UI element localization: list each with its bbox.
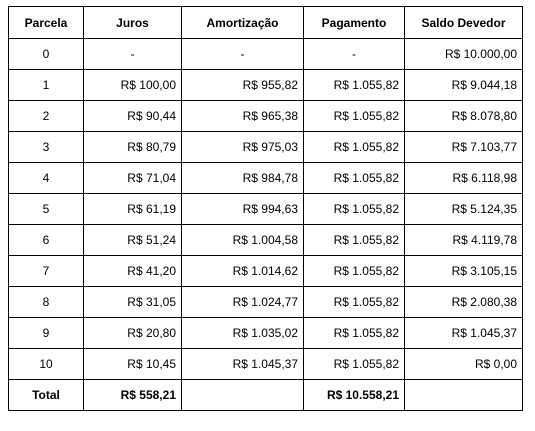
- total-saldo-devedor: [405, 380, 523, 411]
- cell-pagamento: R$ 1.055,82: [304, 70, 405, 101]
- cell-amortizacao: R$ 994,63: [182, 194, 304, 225]
- cell-pagamento: R$ 1.055,82: [304, 101, 405, 132]
- cell-parcela: 5: [9, 194, 84, 225]
- cell-pagamento: R$ 1.055,82: [304, 287, 405, 318]
- cell-parcela: 2: [9, 101, 84, 132]
- header-amortizacao: Amortização: [182, 7, 304, 39]
- cell-juros: R$ 61,19: [84, 194, 182, 225]
- cell-juros: -: [84, 39, 182, 70]
- total-row: [9, 380, 523, 411]
- total-amortizacao: [182, 380, 304, 411]
- cell-parcela: 7: [9, 256, 84, 287]
- table-row: [9, 225, 523, 256]
- table-row: [9, 349, 523, 380]
- cell-juros: R$ 71,04: [84, 163, 182, 194]
- table-row: [9, 70, 523, 101]
- cell-pagamento: R$ 1.055,82: [304, 349, 405, 380]
- cell-pagamento: R$ 1.055,82: [304, 163, 405, 194]
- cell-parcela: 6: [9, 225, 84, 256]
- total-pagamento: R$ 10.558,21: [304, 380, 405, 411]
- cell-saldo-devedor: R$ 2.080,38: [405, 287, 523, 318]
- cell-amortizacao: R$ 975,03: [182, 132, 304, 163]
- cell-parcela: 3: [9, 132, 84, 163]
- cell-pagamento: R$ 1.055,82: [304, 256, 405, 287]
- table-row: [9, 163, 523, 194]
- cell-parcela: 9: [9, 318, 84, 349]
- table-header-row: [9, 7, 523, 39]
- cell-parcela: 10: [9, 349, 84, 380]
- cell-amortizacao: R$ 984,78: [182, 163, 304, 194]
- cell-pagamento: -: [304, 39, 405, 70]
- cell-amortizacao: R$ 955,82: [182, 70, 304, 101]
- cell-saldo-devedor: R$ 10.000,00: [405, 39, 523, 70]
- total-juros: R$ 558,21: [84, 380, 182, 411]
- cell-amortizacao: R$ 1.035,02: [182, 318, 304, 349]
- cell-amortizacao: R$ 965,38: [182, 101, 304, 132]
- table-row: [9, 39, 523, 70]
- cell-amortizacao: R$ 1.024,77: [182, 287, 304, 318]
- cell-amortizacao: R$ 1.014,62: [182, 256, 304, 287]
- cell-saldo-devedor: R$ 6.118,98: [405, 163, 523, 194]
- cell-juros: R$ 41,20: [84, 256, 182, 287]
- cell-juros: R$ 51,24: [84, 225, 182, 256]
- header-saldo-devedor: Saldo Devedor: [405, 7, 523, 39]
- cell-juros: R$ 10,45: [84, 349, 182, 380]
- cell-saldo-devedor: R$ 4.119,78: [405, 225, 523, 256]
- header-parcela: Parcela: [9, 7, 84, 39]
- cell-juros: R$ 20,80: [84, 318, 182, 349]
- header-pagamento: Pagamento: [304, 7, 405, 39]
- cell-saldo-devedor: R$ 1.045,37: [405, 318, 523, 349]
- cell-parcela: 8: [9, 287, 84, 318]
- cell-saldo-devedor: R$ 3.105,15: [405, 256, 523, 287]
- cell-pagamento: R$ 1.055,82: [304, 225, 405, 256]
- table-row: [9, 132, 523, 163]
- table-row: [9, 194, 523, 225]
- cell-parcela: 4: [9, 163, 84, 194]
- total-label: Total: [9, 380, 84, 411]
- cell-saldo-devedor: R$ 7.103,77: [405, 132, 523, 163]
- cell-parcela: 1: [9, 70, 84, 101]
- cell-amortizacao: R$ 1.004,58: [182, 225, 304, 256]
- cell-amortizacao: R$ 1.045,37: [182, 349, 304, 380]
- cell-saldo-devedor: R$ 9.044,18: [405, 70, 523, 101]
- table-row: [9, 101, 523, 132]
- cell-juros: R$ 90,44: [84, 101, 182, 132]
- cell-amortizacao: -: [182, 39, 304, 70]
- cell-pagamento: R$ 1.055,82: [304, 318, 405, 349]
- table-row: [9, 287, 523, 318]
- cell-pagamento: R$ 1.055,82: [304, 194, 405, 225]
- table-row: [9, 256, 523, 287]
- cell-pagamento: R$ 1.055,82: [304, 132, 405, 163]
- amortization-table: [8, 6, 523, 411]
- cell-saldo-devedor: R$ 0,00: [405, 349, 523, 380]
- cell-juros: R$ 31,05: [84, 287, 182, 318]
- cell-saldo-devedor: R$ 5.124,35: [405, 194, 523, 225]
- header-juros: Juros: [84, 7, 182, 39]
- cell-parcela: 0: [9, 39, 84, 70]
- cell-juros: R$ 80,79: [84, 132, 182, 163]
- table-row: [9, 318, 523, 349]
- cell-juros: R$ 100,00: [84, 70, 182, 101]
- cell-saldo-devedor: R$ 8.078,80: [405, 101, 523, 132]
